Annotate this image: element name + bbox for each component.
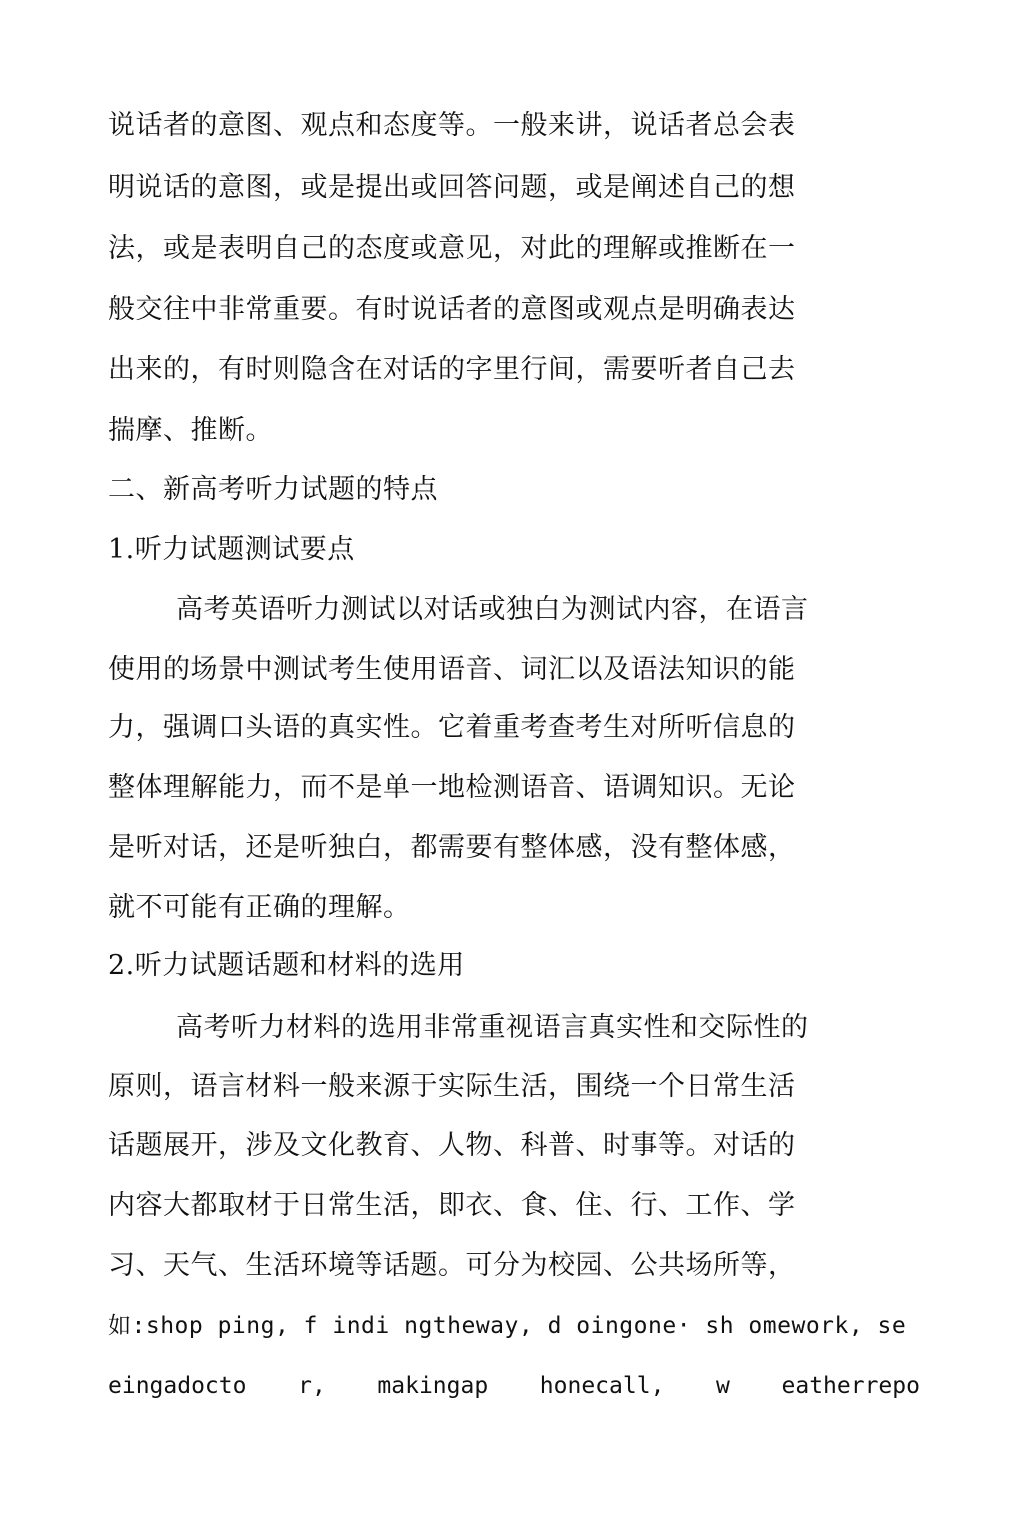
paragraph-line: 高考英语听力测试以对话或独白为测试内容，在语言 xyxy=(176,594,809,625)
paragraph-line: 明说话的意图，或是提出或回答问题，或是阐述自己的想 xyxy=(108,172,796,203)
last-line-word: w xyxy=(716,1373,730,1399)
paragraph-line: 整体理解能力，而不是单一地检测语音、语调知识。无论 xyxy=(108,772,796,803)
section-heading: 二、新高考听力试题的特点 xyxy=(108,474,438,505)
subheading-testing-points: 1.听力试题测试要点 xyxy=(108,534,355,565)
last-line-word: honecall, xyxy=(539,1373,665,1399)
paragraph-line: 习、天气、生活环境等话题。可分为校园、公共场所等， xyxy=(108,1250,796,1281)
paragraph-line: 法，或是表明自己的态度或意见，对此的理解或推断在一 xyxy=(108,233,796,264)
last-line-word: eingadocto xyxy=(108,1373,247,1399)
paragraph-line: 就不可能有正确的理解。 xyxy=(108,892,411,923)
paragraph-line: 话题展开，涉及文化教育、人物、科普、时事等。对话的 xyxy=(108,1130,796,1161)
last-line-word: makingap xyxy=(377,1373,489,1399)
paragraph-line: 高考听力材料的选用非常重视语言真实性和交际性的 xyxy=(176,1012,809,1043)
paragraph-line: 使用的场景中测试考生使用语音、词汇以及语法知识的能 xyxy=(108,654,796,685)
paragraph-line: 是听对话，还是听独白，都需要有整体感，没有整体感， xyxy=(108,832,796,863)
paragraph-line-mixed: 如:shop ping, f indi ngtheway, d oingone· sh omework, se xyxy=(108,1313,907,1339)
last-line-word: eatherrepo xyxy=(781,1373,920,1399)
paragraph-line: 说话者的意图、观点和态度等。一般来讲，说话者总会表 xyxy=(108,110,796,141)
paragraph-line: 出来的，有时则隐含在对话的字里行间，需要听者自己去 xyxy=(108,354,796,385)
paragraph-line: 般交往中非常重要。有时说话者的意图或观点是明确表达 xyxy=(108,294,796,325)
paragraph-line: 揣摩、推断。 xyxy=(108,415,273,446)
paragraph-line: 力，强调口头语的真实性。它着重考查考生对所听信息的 xyxy=(108,712,796,743)
last-line xyxy=(108,1366,920,1406)
last-line-word: r, xyxy=(298,1373,326,1399)
subheading-materials: 2.听力试题话题和材料的选用 xyxy=(108,950,465,981)
paragraph-line: 内容大都取材于日常生活，即衣、食、住、行、工作、学 xyxy=(108,1190,796,1221)
paragraph-line: 原则，语言材料一般来源于实际生活，围绕一个日常生活 xyxy=(108,1071,796,1102)
